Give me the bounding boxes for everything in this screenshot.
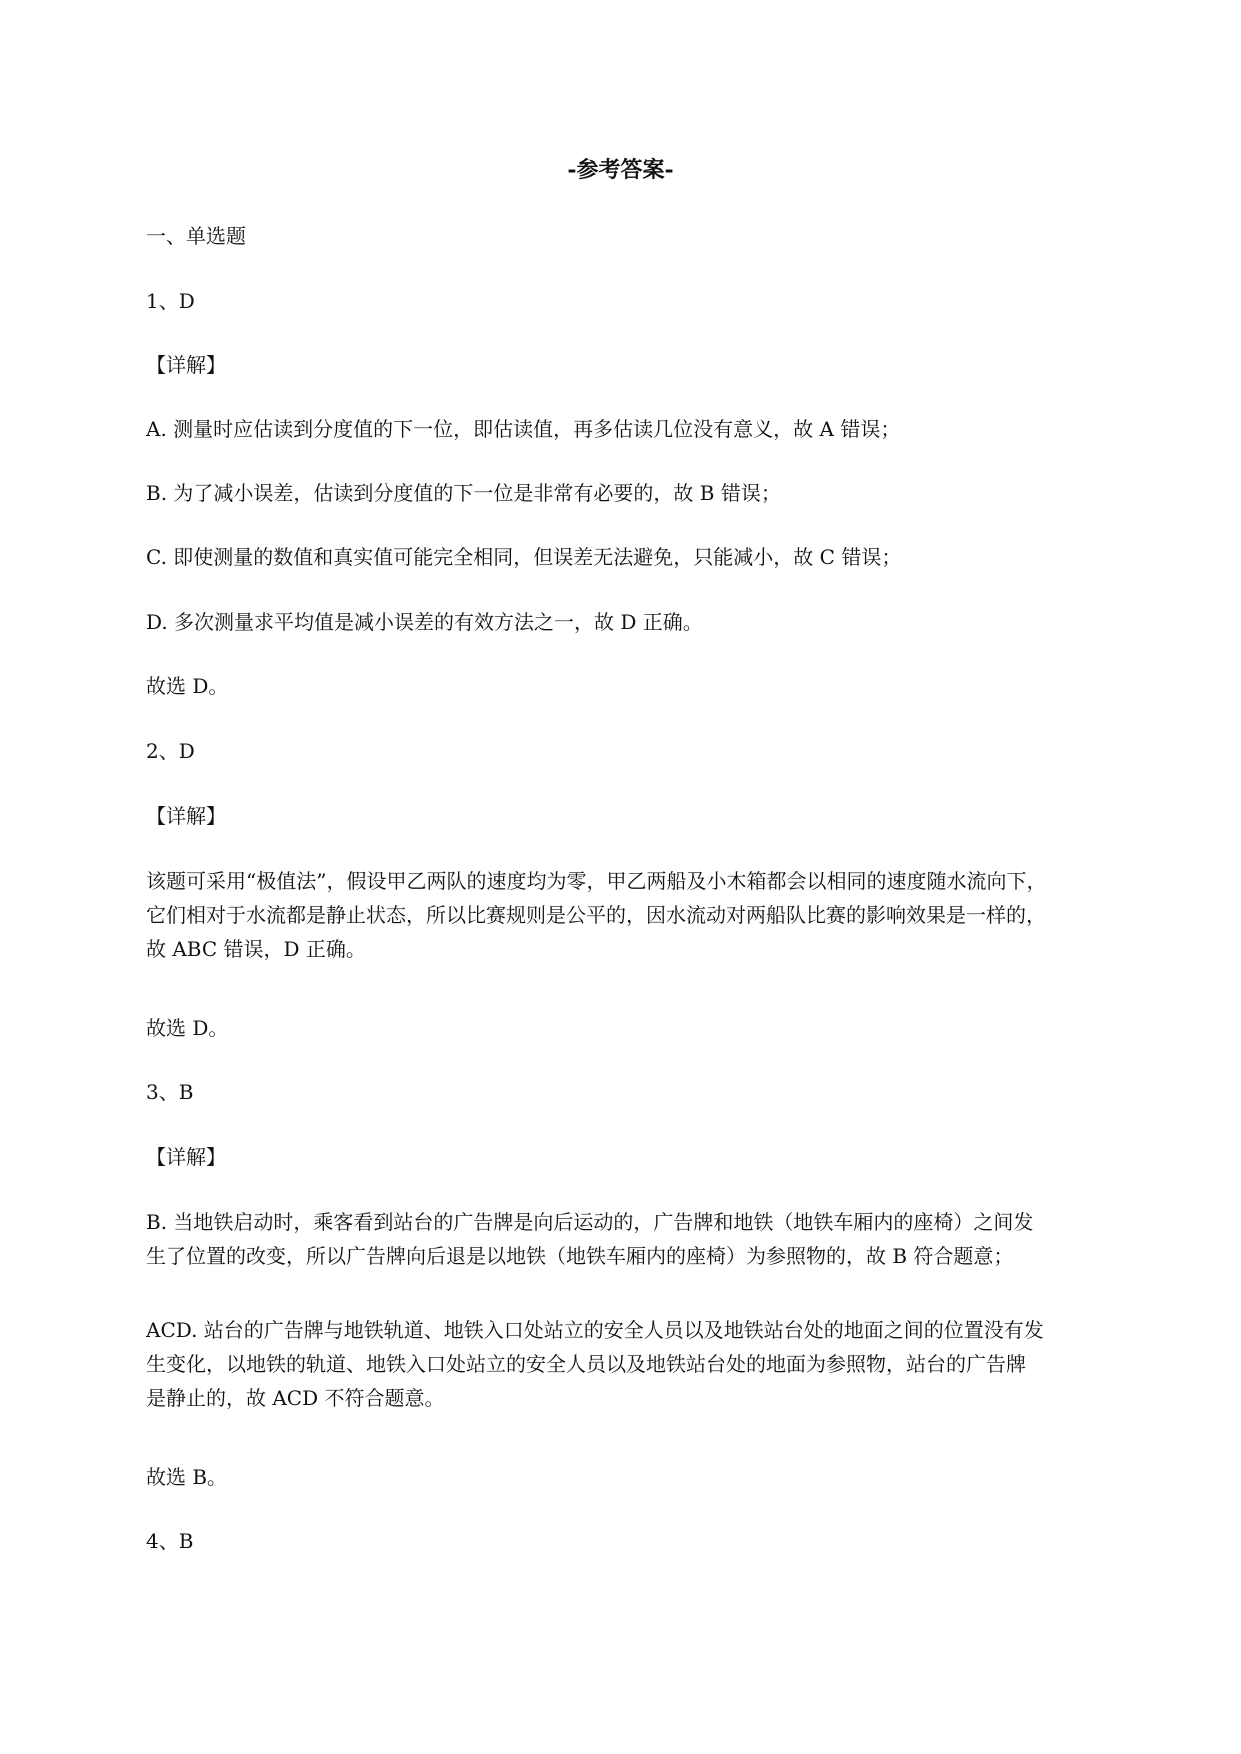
q3-option-acd-line: ACD. 站台的广告牌与地铁轨道、地铁入口处站立的安全人员以及地铁站台处的地面之间的位置没有发	[146, 1318, 1044, 1342]
q2-detail-label: 【详解】	[146, 804, 226, 828]
q1-option-c: C. 即使测量的数值和真实值可能完全相同，但误差无法避免，只能减小，故 C 错误；	[146, 545, 902, 569]
q3-option-acd-line: 是静止的，故 ACD 不符合题意。	[146, 1386, 445, 1410]
q1-option-b: B. 为了减小误差，估读到分度值的下一位是非常有必要的，故 B 错误；	[146, 481, 781, 505]
q1-detail-label: 【详解】	[146, 353, 226, 377]
q1-option-a: A. 测量时应估读到分度值的下一位，即估读值，再多估读几位没有意义，故 A 错误；	[146, 417, 901, 441]
q2-explanation-line: 该题可采用“极值法”，假设甲乙两队的速度均为零，甲乙两船及小木箱都会以相同的速度随水流向下，	[146, 869, 1047, 893]
q1-answer: 1、D	[146, 289, 195, 313]
q4-answer: 4、B	[146, 1529, 194, 1553]
q2-explanation-line: 它们相对于水流都是静止状态，所以比赛规则是公平的，因水流动对两船队比赛的影响效果是一样的，	[146, 903, 1046, 927]
q3-conclusion: 故选 B。	[146, 1465, 228, 1489]
q2-conclusion: 故选 D。	[146, 1016, 229, 1040]
q2-explanation	[146, 864, 1166, 966]
q3-detail-label: 【详解】	[146, 1145, 226, 1169]
q3-option-b-line: B. 当地铁启动时，乘客看到站台的广告牌是向后运动的，广告牌和地铁（地铁车厢内的座椅）之间发	[146, 1210, 1034, 1234]
q1-option-d: D. 多次测量求平均值是减小误差的有效方法之一，故 D 正确。	[146, 610, 703, 634]
q3-option-b-line: 生了位置的改变，所以广告牌向后退是以地铁（地铁车厢内的座椅）为参照物的，故 B 符合题意；	[146, 1244, 1014, 1268]
q3-option-b	[146, 1205, 1166, 1273]
q2-explanation-line: 故 ABC 错误，D 正确。	[146, 937, 366, 961]
q3-option-acd	[146, 1313, 1166, 1415]
q2-answer: 2、D	[146, 739, 195, 763]
q3-option-acd-line: 生变化，以地铁的轨道、地铁入口处站立的安全人员以及地铁站台处的地面为参照物，站台的广告牌	[146, 1352, 1026, 1376]
section-heading: 一、单选题	[146, 224, 246, 248]
q3-answer: 3、B	[146, 1080, 194, 1104]
q1-conclusion: 故选 D。	[146, 674, 229, 698]
page-title: -参考答案-	[567, 157, 674, 183]
